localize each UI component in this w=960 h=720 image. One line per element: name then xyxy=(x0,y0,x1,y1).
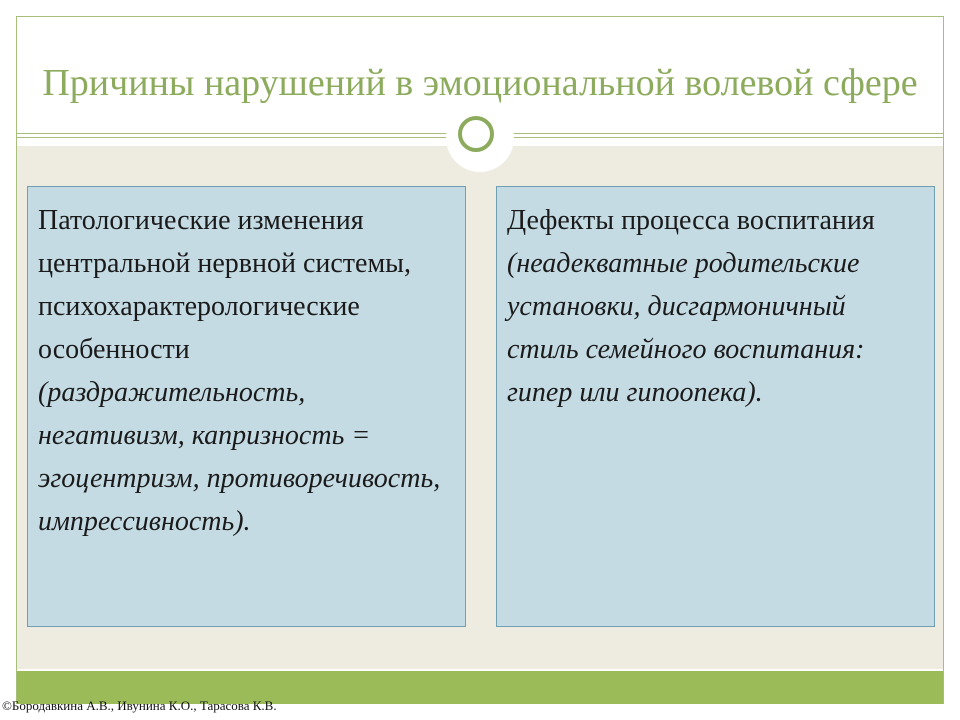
left-cause-box xyxy=(27,186,466,627)
decorative-ring-icon xyxy=(458,116,494,152)
left-box-text: Патологические изменения центральной нервной системы, психохарактерологические особенности xyxy=(38,205,411,365)
copyright-text: ©Бородавкина А.В., Ивунина К.О., Тарасова К.В. xyxy=(2,698,277,713)
right-box-text: Дефекты процесса воспитания xyxy=(507,205,875,236)
right-cause-box xyxy=(496,186,935,627)
left-box-details: (раздражительность, негативизм, капризность = эгоцентризм, противоречивость, импрессивность). xyxy=(38,377,441,537)
slide-title: Причины нарушений в эмоциональной волевой сфере xyxy=(42,62,918,104)
right-box-details: (неадекватные родительские установки, дисгармоничный стиль семейного воспитания: гипер или гипоопека). xyxy=(507,248,865,408)
